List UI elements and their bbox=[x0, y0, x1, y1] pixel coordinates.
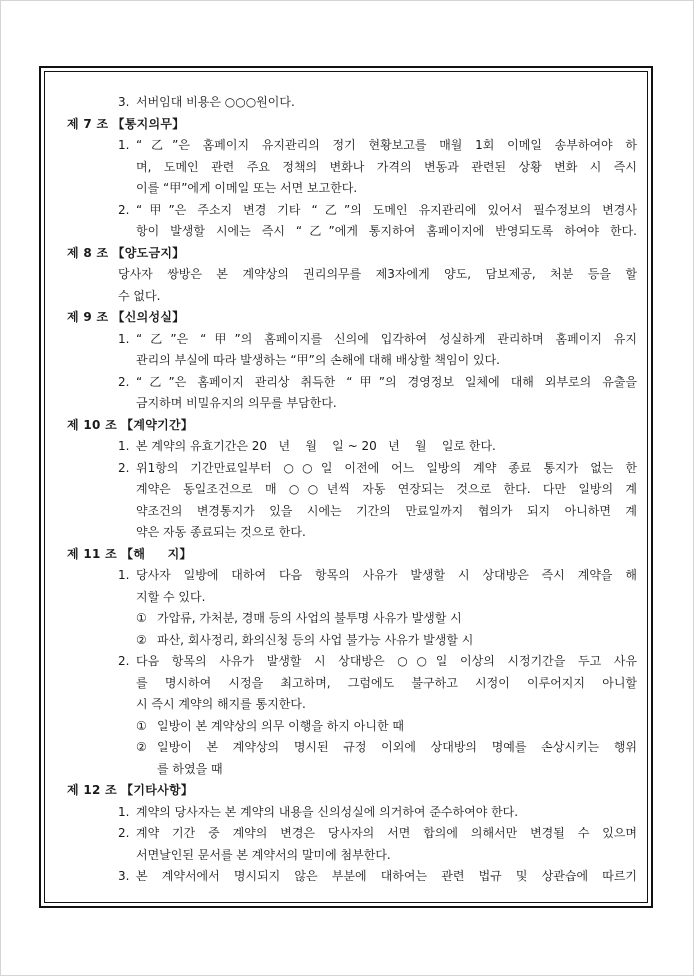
clause-line: 계약은 동일조건으로 매 ○○년씩 자동 연장되는 것으로 한다. 다만 일방의 계 bbox=[136, 482, 637, 496]
clause-item: 2. 계약 기간 중 계약의 변경은 당사자의 서면 합의에 의해서만 변경될 수 있으며 bbox=[118, 826, 637, 840]
clause-line: 수 없다. bbox=[118, 288, 161, 303]
clause-line: 를 명시하여 시정을 최고하며, 그럼에도 불구하고 시정이 이루어지지 아니할 bbox=[136, 675, 637, 690]
article-heading-8: 제 8 조 【양도금지】 bbox=[67, 245, 185, 260]
sub-item: ② 일방이 본 계약상의 명시된 규정 이외에 상대방의 명예를 손상시키는 행위 bbox=[136, 740, 637, 754]
clause-line: 약조건의 변경통지가 있을 시에는 기간의 만료일까지 협의가 되지 아니하면 계 bbox=[136, 503, 637, 518]
sub-item: ① 가압류, 가처분, 경매 등의 사업의 불투명 사유가 발생할 시 bbox=[136, 611, 462, 625]
article-heading-11: 제 11 조 【해 지】 bbox=[67, 546, 192, 561]
clause-line: 당사자 쌍방은 본 계약상의 권리의무를 제3자에게 양도, 담보제공, 처분 등을 할 bbox=[118, 267, 637, 281]
clause-item: 1. 당사자 일방에 대하여 다음 항목의 사유가 발생할 시 상대방은 즉시 계약을 해 bbox=[118, 568, 637, 582]
clause-item: 2. “甲”은 주소지 변경 기타 “乙”의 도메인 유지관리에 있어서 필수정보의 변경사 bbox=[118, 202, 637, 217]
clause-item: 1. “乙”은 “甲”의 홈페이지를 신의에 입각하여 성실하게 관리하며 홈페이지 유지 bbox=[118, 331, 637, 346]
clause-item: 1. “乙”은 홈페이지 유지관리의 정기 현황보고를 매월 1회 이메일 송부하여야 하 bbox=[118, 138, 637, 152]
article-heading-10: 제 10 조 【계약기간】 bbox=[67, 417, 194, 432]
clause-line: 항이 발생할 시에는 즉시 “乙”에게 통지하여 홈페이지에 반영되도록 하여야 한다. bbox=[136, 224, 637, 238]
clause-line: 서면날인된 문서를 본 계약서의 말미에 첨부한다. bbox=[136, 847, 391, 862]
article-heading-9: 제 9 조 【신의성실】 bbox=[67, 310, 185, 324]
clause-line: 금지하며 비밀유지의 의무를 부담한다. bbox=[136, 396, 337, 410]
article-heading-7: 제 7 조 【통지의무】 bbox=[67, 116, 185, 131]
clause-line: 관리의 부실에 따라 발생하는 “甲”의 손해에 대해 배상할 책임이 있다. bbox=[136, 353, 500, 367]
sub-item: ① 일방이 본 계약상의 의무 이행을 하지 아니한 때 bbox=[136, 718, 404, 733]
article-heading-12: 제 12 조 【기타사항】 bbox=[67, 783, 194, 797]
clause-line: 며, 도메인 관련 주요 정책의 변화나 가격의 변동과 관련된 상황 변화 시 즉시 bbox=[136, 159, 637, 174]
clause-line: 시 즉시 계약의 해지를 통지한다. bbox=[136, 697, 306, 711]
clause-line: 약은 자동 종료되는 것으로 한다. bbox=[136, 525, 306, 539]
clause-item: 3. 본 계약서에서 명시되지 않은 부분에 대하여는 관련 법규 및 상관습에 따르기 bbox=[118, 869, 637, 883]
contract-body bbox=[67, 92, 637, 888]
clause-item: 2. 위1항의 기간만료일부터 ○○일 이전에 어느 일방의 계약 종료 통지가 없는 한 bbox=[118, 460, 637, 475]
clause-line: 지할 수 있다. bbox=[136, 589, 206, 604]
clause-item: 2. 다음 항목의 사유가 발생할 시 상대방은 ○○일 이상의 시정기간을 두고 사유 bbox=[118, 654, 637, 668]
clause-item: 1. 본 계약의 유효기간은 20 년 월 일 ~ 20 년 월 일로 한다. bbox=[118, 439, 496, 453]
clause-item: 3. 서버임대 비용은 ○○○원이다. bbox=[118, 95, 295, 109]
clause-item: 1. 계약의 당사자는 본 계약의 내용을 신의성실에 의거하여 준수하여야 한다. bbox=[118, 804, 519, 819]
sub-item-line: 를 하였을 때 bbox=[157, 761, 223, 776]
clause-line: 이를 “甲”에게 이메일 또는 서면 보고한다. bbox=[136, 181, 358, 195]
clause-item: 2. “乙”은 홈페이지 관리상 취득한 “甲”의 경영정보 일체에 대해 외부로의 유출을 bbox=[118, 374, 637, 389]
sub-item: ② 파산, 회사정리, 화의신청 등의 사업 불가능 사유가 발생할 시 bbox=[136, 632, 474, 647]
